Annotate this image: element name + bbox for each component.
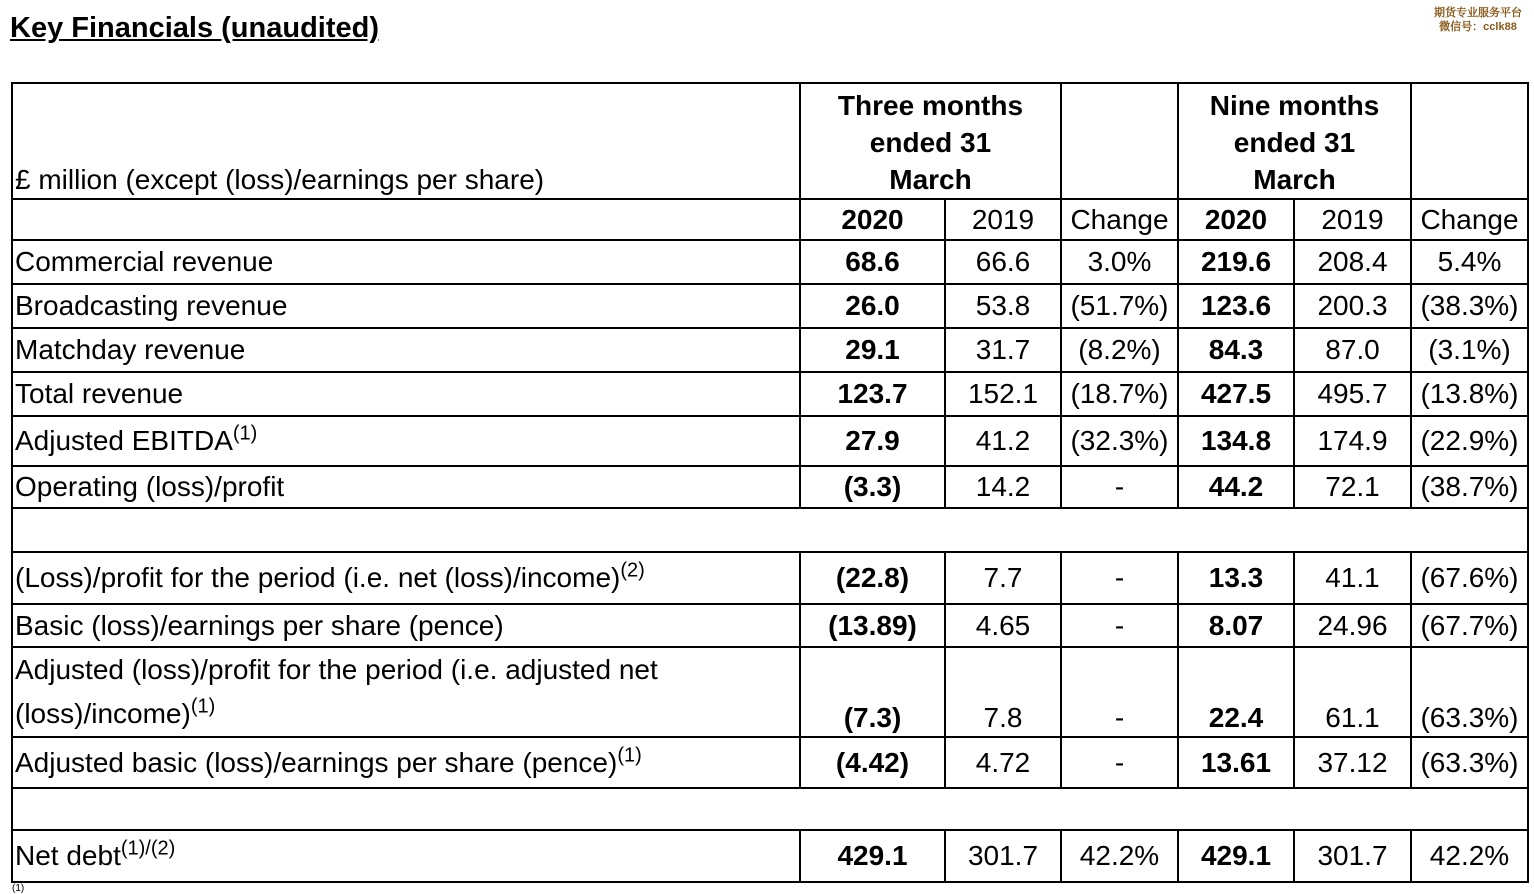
cell-q2019: 152.1 (945, 372, 1061, 416)
cell-n2020: 134.8 (1178, 416, 1294, 466)
cell-q2020: 29.1 (800, 328, 945, 372)
cell-n2020: 13.3 (1178, 552, 1294, 604)
col-change-q: Change (1061, 199, 1178, 240)
cell-qchg: 42.2% (1061, 830, 1178, 882)
table-row (12, 737, 1528, 788)
cell-q2019: 31.7 (945, 328, 1061, 372)
cell-n2019: 24.96 (1294, 604, 1411, 647)
spacer-row (12, 508, 1528, 552)
row-label-text: Commercial revenue (15, 246, 274, 277)
cell-q2020: (22.8) (800, 552, 945, 604)
cell-n2020: 84.3 (1178, 328, 1294, 372)
row-label (12, 830, 800, 882)
page-title: Key Financials (unaudited) (10, 12, 379, 44)
cell-qchg: - (1061, 604, 1178, 647)
cell-nchg: (67.7%) (1411, 604, 1528, 647)
cell-q2020: (4.42) (800, 737, 945, 788)
cell-q2020: 27.9 (800, 416, 945, 466)
cell-n2019: 200.3 (1294, 284, 1411, 328)
cell-q2019: 14.2 (945, 466, 1061, 508)
cell-q2019: 7.8 (945, 647, 1061, 737)
cell-qchg: - (1061, 466, 1178, 508)
spacer-cell (12, 508, 1528, 552)
header-row (12, 83, 1528, 199)
cell-n2020: 427.5 (1178, 372, 1294, 416)
row-label (12, 416, 800, 466)
row-label (12, 240, 800, 284)
footnote-marker: (1) (232, 422, 258, 445)
footnote-marker: (1) (617, 744, 642, 767)
cell-q2019: 301.7 (945, 830, 1061, 882)
cell-qchg: (51.7%) (1061, 284, 1178, 328)
col-2019-q: 2019 (945, 199, 1061, 240)
cell-n2019: 208.4 (1294, 240, 1411, 284)
cell-q2019: 41.2 (945, 416, 1061, 466)
header-label: £ million (except (loss)/earnings per share) (12, 83, 800, 199)
cell-q2019: 4.72 (945, 737, 1061, 788)
table-row (12, 284, 1528, 328)
row-label-text: Basic (loss)/earnings per share (pence) (15, 609, 504, 641)
row-label (12, 737, 800, 788)
col-2020-n: 2020 (1178, 199, 1294, 240)
watermark-line1: 期货专业服务平台 (1434, 7, 1522, 19)
cell-n2019: 495.7 (1294, 372, 1411, 416)
cell-nchg: (63.3%) (1411, 737, 1528, 788)
col-2020-q: 2020 (800, 199, 945, 240)
cell-q2020: (13.89) (800, 604, 945, 647)
cell-nchg: (38.3%) (1411, 284, 1528, 328)
cell-nchg: (3.1%) (1411, 328, 1528, 372)
cell-n2020: 44.2 (1178, 466, 1294, 508)
cell-n2020: 22.4 (1178, 647, 1294, 737)
cell-n2019: 72.1 (1294, 466, 1411, 508)
table-row (12, 372, 1528, 416)
table-row (12, 466, 1528, 508)
cell-n2019: 37.12 (1294, 737, 1411, 788)
table-row (12, 552, 1528, 604)
cell-q2019: 4.65 (945, 604, 1061, 647)
cell-q2019: 66.6 (945, 240, 1061, 284)
cell-n2019: 61.1 (1294, 647, 1411, 737)
footnote-marker: (2) (620, 559, 645, 582)
row-label-text: Adjusted (loss)/profit for the period (i.e. adjusted net (loss)/income) (15, 654, 658, 729)
table-row (12, 604, 1528, 647)
cell-qchg: - (1061, 737, 1178, 788)
row-label (12, 372, 800, 416)
table-row (12, 328, 1528, 372)
header-spacer-1 (1061, 83, 1178, 199)
row-label-text: Adjusted basic (loss)/earnings per share (pence) (15, 746, 618, 778)
row-label (12, 284, 800, 328)
cell-qchg: - (1061, 552, 1178, 604)
row-label (12, 552, 800, 604)
cell-q2020: (3.3) (800, 466, 945, 508)
row-label (12, 647, 800, 737)
cell-qchg: (32.3%) (1061, 416, 1178, 466)
row-label-text: Adjusted EBITDA (15, 425, 233, 456)
row-label-text: Operating (loss)/profit (15, 471, 285, 502)
cell-n2019: 41.1 (1294, 552, 1411, 604)
cell-nchg: (22.9%) (1411, 416, 1528, 466)
row-label-text: (Loss)/profit for the period (i.e. net (loss)/income) (15, 562, 621, 593)
cell-q2020: 26.0 (800, 284, 945, 328)
cell-nchg: (13.8%) (1411, 372, 1528, 416)
cell-q2020: (7.3) (800, 647, 945, 737)
header-nine-months (1178, 83, 1411, 199)
table-row (12, 647, 1528, 737)
cell-n2019: 87.0 (1294, 328, 1411, 372)
header-three-months (800, 83, 1061, 199)
cell-q2020: 123.7 (800, 372, 945, 416)
cell-n2020: 219.6 (1178, 240, 1294, 284)
col-change-n: Change (1411, 199, 1528, 240)
footnote-marker: (1)/(2) (120, 837, 176, 860)
cell-qchg: (8.2%) (1061, 328, 1178, 372)
table-row (12, 416, 1528, 466)
cell-nchg: (67.6%) (1411, 552, 1528, 604)
spacer-cell (12, 788, 1528, 830)
row-label (12, 466, 800, 508)
cell-n2020: 429.1 (1178, 830, 1294, 882)
watermark-line2: 微信号：cclk88 (1439, 21, 1517, 33)
cell-n2020: 8.07 (1178, 604, 1294, 647)
cell-qchg: - (1061, 647, 1178, 737)
table-row (12, 830, 1528, 882)
financials-table (11, 82, 1529, 883)
watermark (1434, 6, 1522, 34)
cell-nchg: (63.3%) (1411, 647, 1528, 737)
row-label-text: Broadcasting revenue (15, 290, 288, 321)
header-spacer-2 (1411, 83, 1528, 199)
header-nine-months-text: Nine months ended 31 March (1209, 90, 1380, 195)
spacer-row (12, 788, 1528, 830)
row-label-text: Net debt (15, 840, 121, 871)
footnote: (1) (12, 883, 25, 894)
cell-qchg: (18.7%) (1061, 372, 1178, 416)
row-label (12, 604, 800, 647)
cell-nchg: (38.7%) (1411, 466, 1528, 508)
header-three-months-text: Three months ended 31 March (837, 90, 1024, 195)
col-2019-n: 2019 (1294, 199, 1411, 240)
cell-n2019: 174.9 (1294, 416, 1411, 466)
cell-qchg: 3.0% (1061, 240, 1178, 284)
cell-n2020: 123.6 (1178, 284, 1294, 328)
cell-n2020: 13.61 (1178, 737, 1294, 788)
cell-q2020: 68.6 (800, 240, 945, 284)
row-label-text: Total revenue (15, 378, 184, 409)
cell-n2019: 301.7 (1294, 830, 1411, 882)
footnote-marker: (1) (190, 695, 216, 718)
row-label (12, 328, 800, 372)
col-header-empty (12, 199, 800, 240)
cell-q2019: 53.8 (945, 284, 1061, 328)
cell-q2020: 429.1 (800, 830, 945, 882)
cell-q2019: 7.7 (945, 552, 1061, 604)
table-row (12, 240, 1528, 284)
column-header-row (12, 199, 1528, 240)
cell-nchg: 42.2% (1411, 830, 1528, 882)
cell-nchg: 5.4% (1411, 240, 1528, 284)
row-label-text: Matchday revenue (15, 334, 246, 365)
